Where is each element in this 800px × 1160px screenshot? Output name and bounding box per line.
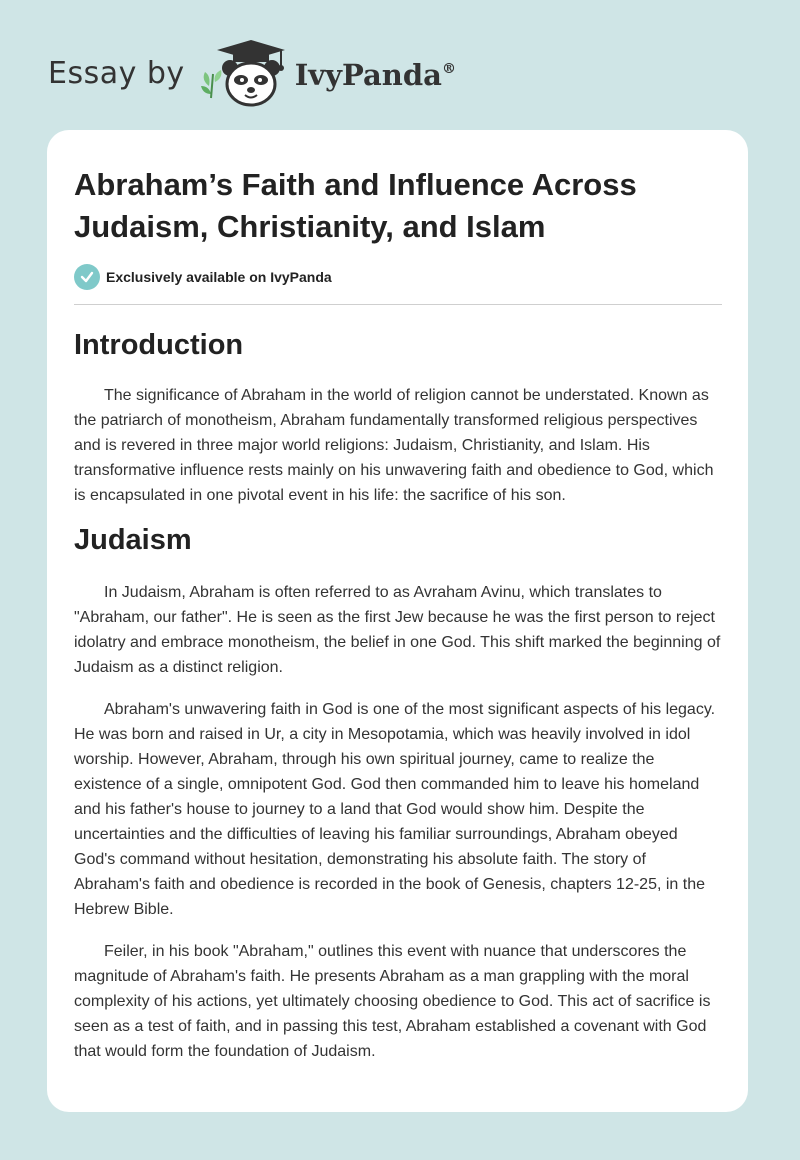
- site-header: [48, 38, 456, 108]
- divider: [74, 304, 722, 305]
- judaism-paragraph-3: Feiler, in his book "Abraham," outlines this event with nuance that underscores the magnitude of Abraham's faith. He presents Abraham as a man grappling with the moral complexity of his actions, yet ultimately choosing obedience to God. This act of sacrifice is seen as a test of faith, and in passing this test, Abraham established a covenant with God that would form the foundation of Judaism.: [74, 943, 711, 1060]
- section-heading-introduction: Introduction: [74, 329, 244, 361]
- exclusive-label: Exclusively available on IvyPanda: [106, 269, 332, 285]
- registered-mark: ®: [441, 61, 456, 77]
- intro-paragraph: The significance of Abraham in the world of religion cannot be understated. Known as the patriarch of monotheism, Abraham fundamentally transformed religious perspectives and is revered in three major world religions: Judaism, Christianity, and Islam. His transformative influence rests mainly on his unwavering faith and obedience to God, which is encapsulated in one pivotal event in his life: the sacrifice of his son.: [74, 387, 714, 504]
- essay-title: Abraham’s Faith and Influence Across Judaism, Christianity, and Islam: [74, 167, 637, 244]
- section-heading-judaism: Judaism: [74, 524, 192, 556]
- exclusive-badge: [74, 264, 722, 290]
- ivy-leaf-icon: [201, 70, 221, 98]
- judaism-paragraph-1: In Judaism, Abraham is often referred to as Avraham Avinu, which translates to "Abraham, our father". He is seen as the first Jew because he was the first person to reject idolatry and embrace monotheism, the belief in one God. This shift marked the beginning of Judaism as a distinct religion.: [74, 584, 721, 676]
- essay-card: [47, 130, 748, 1112]
- essay-by-label: Essay by: [48, 55, 185, 91]
- brand-text: IvyPanda: [294, 58, 442, 92]
- check-circle-icon: [74, 264, 100, 290]
- brand-name[interactable]: [295, 58, 456, 92]
- judaism-paragraph-2: Abraham's unwavering faith in God is one of the most significant aspects of his legacy. He was born and raised in Ur, a city in Mesopotamia, which was heavily involved in idol worship. However, Abraham, through his own spiritual journey, came to realize the existence of a single, omnipotent God. God then commanded him to leave his homeland and his father's house to journey to a land that God would show him. Despite the uncertainties and the difficulties of leaving his familiar surroundings, Abraham obeyed God's command without hesitation, demonstrating his absolute faith. The story of Abraham's faith and obedience is recorded in the book of Genesis, chapters 12-25, in the Hebrew Bible.: [74, 701, 716, 918]
- panda-graduate-icon[interactable]: [197, 38, 289, 108]
